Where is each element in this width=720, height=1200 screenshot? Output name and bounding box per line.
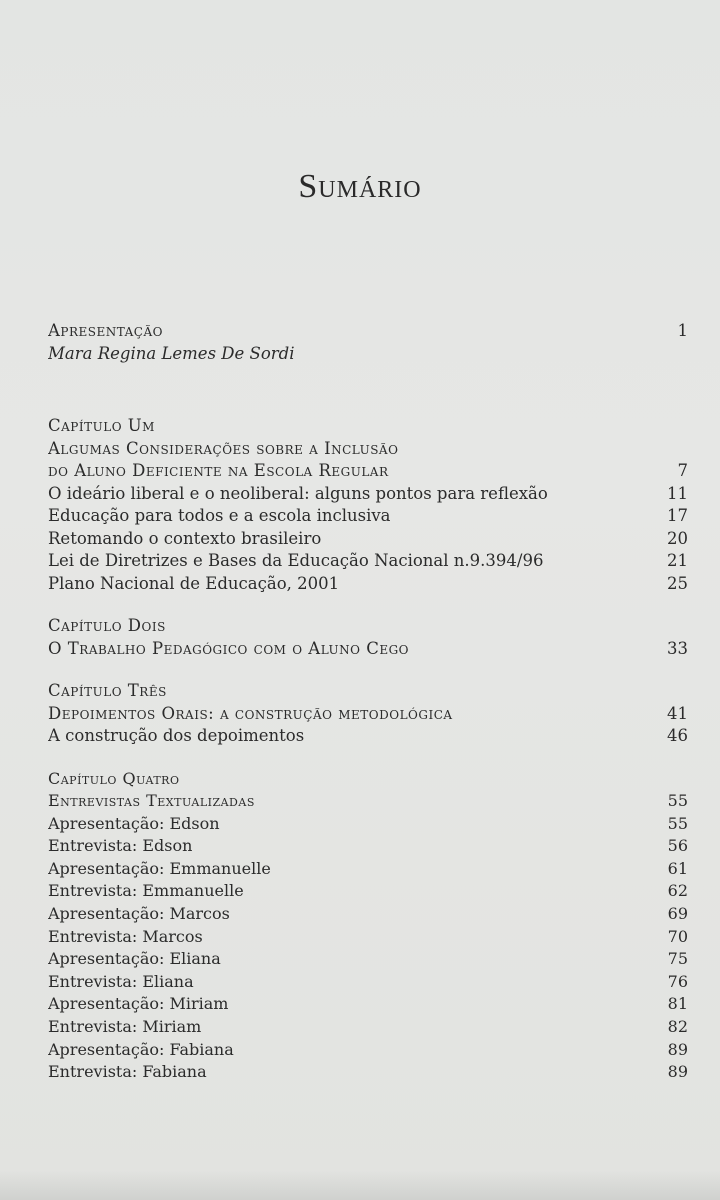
toc-entry: [48, 703, 688, 726]
page-number: 89: [667, 1039, 688, 1059]
page-number: 33: [667, 638, 688, 658]
toc-entry: [48, 903, 688, 926]
entry-label: A construção dos depoimentos: [48, 726, 305, 745]
chapter-heading: Capítulo Um: [48, 416, 155, 435]
page-number: 1: [677, 321, 688, 340]
chapter-title: O Trabalho Pedagógico com o Aluno Cego: [48, 638, 410, 658]
page-number: 76: [667, 971, 688, 991]
toc-entry: [48, 948, 688, 971]
toc-entry: [48, 505, 688, 528]
toc-entry: [48, 483, 688, 506]
entry-label: Lei de Diretrizes e Bases da Educação Nacional n.9.394/96: [48, 551, 544, 570]
page-number: 21: [667, 551, 688, 570]
chapter-heading: Capítulo Quatro: [48, 768, 180, 788]
entry-label: Apresentação: Eliana: [48, 949, 221, 969]
section-capitulo-dois: [48, 615, 688, 660]
toc-entry: [48, 573, 688, 596]
section-capitulo-tres: [48, 680, 688, 748]
page-number: 75: [667, 949, 688, 969]
page-number: 17: [667, 506, 688, 525]
entry-label: Apresentação: Marcos: [48, 904, 230, 924]
toc-entry: [48, 1039, 688, 1062]
entry-label: Entrevista: Edson: [48, 836, 193, 856]
table-of-contents: [48, 320, 688, 1084]
chapter-title: Entrevistas Textualizadas: [48, 791, 255, 811]
page-number: 81: [667, 994, 688, 1014]
chapter-title: Algumas Considerações sobre a Inclusão: [48, 438, 399, 458]
toc-entry: [48, 343, 688, 366]
toc-entry: [48, 835, 688, 858]
entry-label: Apresentação: Edson: [48, 813, 220, 833]
toc-entry: [48, 880, 688, 903]
section-heading: Apresentação: [48, 321, 163, 340]
entry-label: Apresentação: Miriam: [48, 994, 229, 1014]
toc-entry: [48, 1016, 688, 1039]
page-number: 70: [667, 926, 688, 946]
section-apresentacao: [48, 320, 688, 365]
section-capitulo-quatro: [48, 768, 688, 1084]
page-number: 41: [667, 703, 688, 723]
toc-entry: [48, 725, 688, 748]
toc-entry: [48, 320, 688, 343]
toc-entry: [48, 790, 688, 813]
toc-entry: [48, 615, 688, 638]
page-number: 55: [667, 791, 688, 811]
page-number: 56: [667, 836, 688, 856]
section-capitulo-um: [48, 415, 688, 595]
page-number: 69: [667, 904, 688, 924]
page-number: 7: [677, 461, 688, 480]
entry-label: Entrevista: Eliana: [48, 971, 194, 991]
toc-entry: [48, 813, 688, 836]
toc-entry: [48, 460, 688, 483]
page-number: 89: [667, 1062, 688, 1082]
author-name: Mara Regina Lemes De Sordi: [48, 343, 295, 363]
toc-entry: [48, 550, 688, 573]
entry-label: Educação para todos e a escola inclusiva: [48, 506, 391, 525]
page-title: Sumário: [298, 168, 422, 205]
entry-label: O ideário liberal e o neoliberal: alguns pontos para reflexão: [48, 483, 548, 503]
page-number: 20: [667, 528, 688, 548]
page-number: 25: [667, 573, 688, 593]
entry-label: Entrevista: Emmanuelle: [48, 881, 244, 901]
toc-entry: [48, 926, 688, 949]
chapter-title: do Aluno Deficiente na Escola Regular: [48, 461, 389, 480]
entry-label: Plano Nacional de Educação, 2001: [48, 573, 340, 593]
page-bottom-shadow: [0, 1170, 720, 1200]
page-number: 62: [667, 881, 688, 901]
entry-label: Entrevista: Miriam: [48, 1017, 202, 1037]
entry-label: Entrevista: Fabiana: [48, 1062, 207, 1082]
toc-entry: [48, 438, 688, 461]
page-number: 46: [667, 726, 688, 745]
page-number: 61: [667, 858, 688, 878]
page-number: 82: [667, 1017, 688, 1037]
page-number: 55: [667, 813, 688, 833]
toc-entry: [48, 528, 688, 551]
page-number: 11: [667, 483, 688, 503]
toc-entry: [48, 971, 688, 994]
toc-entry: [48, 858, 688, 881]
toc-entry: [48, 993, 688, 1016]
toc-entry: [48, 680, 688, 703]
entry-label: Retomando o contexto brasileiro: [48, 528, 322, 548]
toc-entry: [48, 638, 688, 661]
entry-label: Apresentação: Fabiana: [48, 1039, 234, 1059]
toc-entry: [48, 1061, 688, 1084]
entry-label: Entrevista: Marcos: [48, 926, 203, 946]
chapter-heading: Capítulo Três: [48, 681, 167, 700]
chapter-title: Depoimentos Orais: a construção metodológica: [48, 703, 453, 723]
chapter-heading: Capítulo Dois: [48, 616, 166, 635]
entry-label: Apresentação: Emmanuelle: [48, 858, 271, 878]
toc-entry: [48, 768, 688, 791]
toc-entry: [48, 415, 688, 438]
